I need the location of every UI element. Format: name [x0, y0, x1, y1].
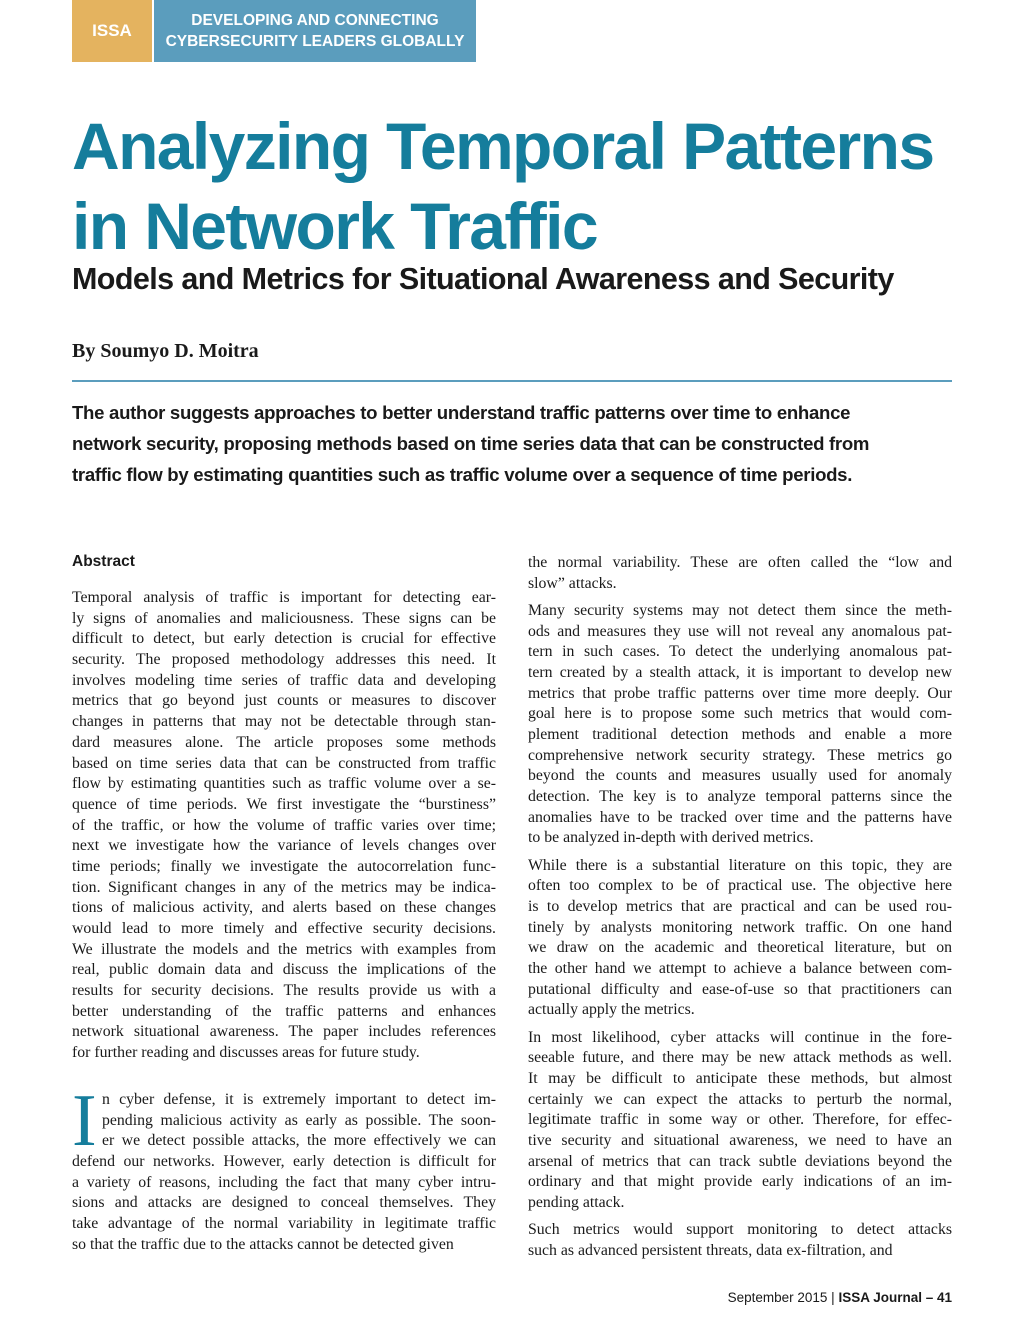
tagline-banner: [154, 0, 476, 62]
right-column-body: [528, 553, 952, 1262]
text-line: results for security decisions. The results provide us with a: [72, 982, 496, 1000]
text-line: to be analyzed in-depth with derived metrics.: [528, 829, 814, 847]
text-line: we draw on the academic and theoretical literature, but on: [528, 939, 952, 957]
text-line: quence of time periods. We first investigate the “burstiness”: [72, 795, 496, 813]
tagline-line: CYBERSECURITY LEADERS GLOBALLY: [165, 33, 465, 50]
text-line: for further reading and discusses areas for future study.: [72, 1044, 420, 1062]
text-line: Temporal analysis of traffic is important for detecting ear-: [72, 589, 496, 606]
article-title: [72, 106, 972, 266]
page-footer: [728, 1290, 952, 1305]
lede-line: The author suggests approaches to better understand traffic patterns over time to enhance: [72, 402, 851, 423]
lede-line: network security, proposing methods based on time series data that can be constructed from: [72, 433, 870, 454]
divider: [72, 380, 952, 382]
text-line: tern in such cases. To detect the underlying anomalous pat-: [528, 643, 952, 661]
footer-date: September 2015: [727, 1290, 828, 1305]
text-line: defend our networks. However, early detection is difficult for: [72, 1153, 496, 1171]
text-line: tion. Significant changes in any of the metrics may be indica-: [72, 878, 496, 896]
text-line: difficult to detect, but early detection is crucial for effective: [72, 630, 496, 648]
text-line: better understanding of the traffic patterns and enhances: [72, 1002, 496, 1020]
text-line: It may be difficult to anticipate these methods, but almost: [528, 1070, 952, 1087]
text-line: involves modeling time series of traffic data and developing: [72, 671, 496, 689]
text-line: anomalies have to be tracked over time and the patterns have: [528, 808, 952, 826]
text-line: pending attack.: [528, 1194, 625, 1212]
text-line: security. The proposed methodology addresses this need. It: [72, 651, 496, 669]
paragraph: [528, 1220, 952, 1261]
paragraph: [528, 1028, 952, 1214]
text-line: putational difficulty and ease-of-use so that practitioners can: [528, 980, 952, 998]
text-line: beyond the counts and measures usually used for anomaly: [528, 767, 952, 785]
text-line: tive security and situational awareness, we need to have an: [528, 1132, 952, 1150]
author-byline: By Soumyo D. Moitra: [72, 340, 259, 362]
text-line: slow” attacks.: [528, 574, 617, 592]
text-line: such as advanced persistent threats, data ex-filtration, and: [528, 1242, 893, 1259]
text-line: ods and measures they use will not reveal any anomalous pat-: [528, 622, 952, 640]
text-line: detection. The key is to analyze temporal patterns since the: [528, 788, 952, 806]
text-line: We illustrate the models and the metrics with examples from: [72, 940, 496, 958]
paragraph: [528, 601, 952, 849]
text-line: tern created by a stealth attack, it is important to develop new: [528, 663, 952, 681]
abstract-body: [72, 588, 496, 1064]
text-line: network situational awareness. The paper includes references: [72, 1023, 496, 1041]
text-line: plement traditional detection methods and enable a more: [528, 726, 952, 743]
text-line: would lead to more timely and effective security decisions.: [72, 920, 496, 937]
text-line: time periods; finally we investigate the autocorrelation func-: [72, 857, 496, 875]
lede-line: traffic flow by estimating quantities such as traffic volume over a sequence of time periods.: [72, 464, 853, 485]
text-line: Such metrics would support monitoring to detect attacks: [528, 1221, 952, 1239]
text-line: often too complex to be of practical use. The objective here: [528, 877, 952, 895]
text-line: real, public domain data and discuss the implications of the: [72, 961, 496, 979]
intro-paragraph: [72, 1080, 496, 1256]
text-line: certainly we can expect the attacks to perturb the normal,: [528, 1090, 952, 1108]
text-line: dard measures alone. The article proposes some methods: [72, 733, 496, 751]
text-line: the other hand we attempt to achieve a balance between com-: [528, 960, 952, 978]
title-line: in Network Traffic: [72, 189, 597, 263]
paragraph: [528, 856, 952, 1022]
text-line: legitimate traffic in some way or other. Therefore, for effec-: [528, 1111, 952, 1129]
abstract-heading: Abstract: [72, 553, 135, 570]
text-line: n cyber defense, it is extremely important to detect im-: [102, 1091, 496, 1108]
text-line: flow by estimating quantities such as traffic volume over a se-: [72, 775, 496, 793]
text-line: sions and attacks are designed to conceal themselves. They: [72, 1194, 496, 1212]
footer-separator: |: [831, 1290, 835, 1305]
text-line: is to develop metrics that are practical and can be used rou-: [528, 898, 952, 915]
text-line: take advantage of the normal variability in legitimate traffic: [72, 1215, 496, 1233]
text-line: metrics that go beyond just counts or measures to discover: [72, 692, 496, 710]
text-line: a variety of reasons, including the fact that many cyber intru-: [72, 1173, 496, 1191]
text-line: metrics that probe traffic patterns over time more deeply. Our: [528, 684, 952, 702]
paragraph: [528, 553, 952, 594]
text-line: so that the traffic due to the attacks cannot be detected given: [72, 1235, 454, 1253]
text-line: ly signs of anomalies and maliciousness. These signs can be: [72, 609, 496, 627]
text-line: goal here is to propose some such metrics that would com-: [528, 705, 952, 723]
text-line: pending malicious activity as early as possible. The soon-: [102, 1111, 496, 1129]
text-line: actually apply the metrics.: [528, 1001, 695, 1019]
text-line: of the traffic, or how the volume of traffic varies over time;: [72, 816, 496, 834]
text-line: In most likelihood, cyber attacks will continue in the fore-: [528, 1028, 952, 1046]
text-line: arsenal of metrics that can track subtle deviations beyond the: [528, 1152, 952, 1170]
text-line: While there is a substantial literature on this topic, they are: [528, 856, 952, 874]
article-subtitle: Models and Metrics for Situational Awareness and Security: [72, 262, 894, 296]
text-line: seeable future, and there may be new attack methods as well.: [528, 1049, 952, 1067]
tagline-line: DEVELOPING AND CONNECTING: [191, 12, 439, 29]
text-line: Many security systems may not detect them since the meth-: [528, 601, 952, 619]
drop-cap: I: [72, 1080, 97, 1162]
title-line: Analyzing Temporal Patterns: [72, 109, 934, 183]
text-line: changes in patterns that may not be detectable through stan-: [72, 713, 496, 731]
text-line: ordinary and that might provide early indications of an im-: [528, 1173, 952, 1191]
text-line: tinely by analysts monitoring network traffic. On one hand: [528, 918, 952, 936]
text-line: er we detect possible attacks, the more effectively we can: [102, 1132, 496, 1150]
text-line: next we investigate how the variance of levels changes over: [72, 837, 496, 855]
article-lede: [72, 397, 952, 490]
footer-journal: ISSA Journal – 41: [838, 1290, 952, 1305]
issa-logo-badge: ISSA: [72, 0, 152, 62]
text-line: the normal variability. These are often called the “low and: [528, 554, 952, 571]
text-line: based on time series data that can be constructed from traffic: [72, 754, 496, 772]
text-line: tions of malicious activity, and alerts based on these changes: [72, 899, 496, 917]
text-line: comprehensive network security strategy. These metrics go: [528, 746, 952, 764]
